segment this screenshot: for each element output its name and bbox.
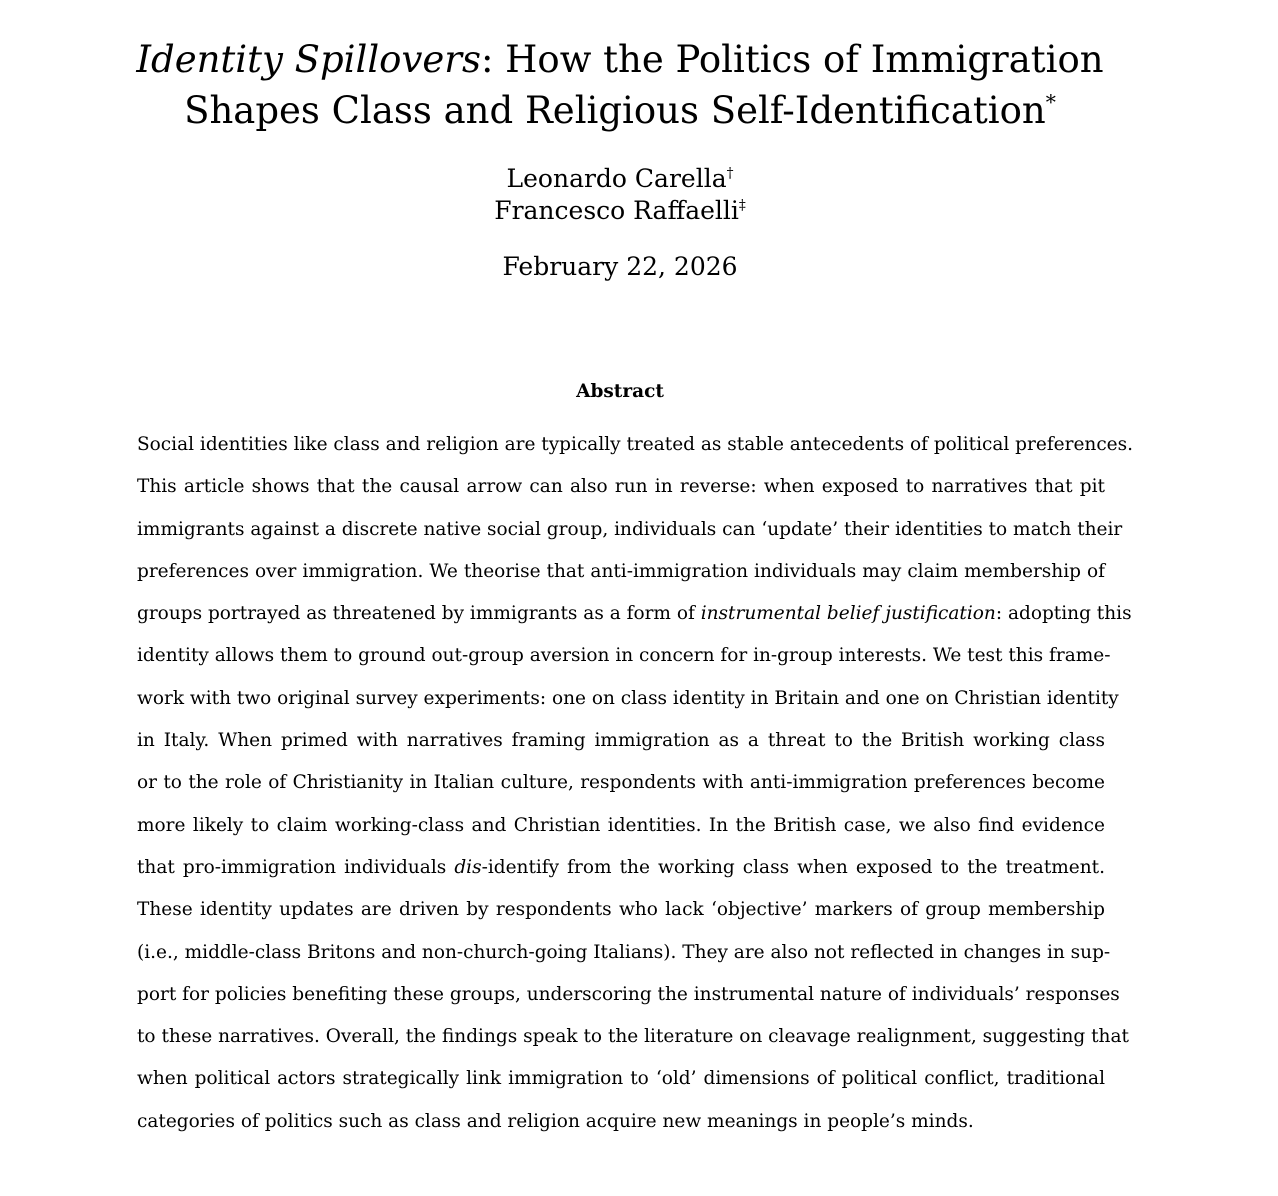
abstract-line [137, 551, 1105, 593]
abstract-line [137, 847, 1105, 889]
author-footnote-mark: † [726, 165, 734, 182]
abstract-heading: Abstract [576, 381, 664, 402]
abstract-text: preferences over immigration. We theorise that anti-immigration individuals may claim membership of [137, 560, 1105, 582]
abstract-line [137, 424, 1134, 466]
abstract-line [137, 1058, 1105, 1100]
abstract-line [137, 720, 1105, 762]
author-name: Leonardo Carella [506, 164, 727, 193]
title-line-2 [0, 85, 1240, 136]
abstract-italic-text: dis [454, 856, 482, 878]
abstract-line [137, 1016, 1129, 1058]
author-2 [0, 195, 1240, 227]
author-footnote-mark: ‡ [738, 197, 746, 214]
abstract-line [137, 678, 1119, 720]
abstract-text: in Italy. When primed with narratives framing immigration as a threat to the British working class [137, 730, 1105, 752]
title-italic-part: Identity Spillovers [136, 38, 481, 81]
abstract-italic-text: instrumental belief justification [700, 603, 996, 625]
abstract-text: port for policies benefiting these groups, underscoring the instrumental nature of individuals’ responses [137, 983, 1120, 1005]
abstract-text: Social identities like class and religion are typically treated as stable antecedents of political preferences. [137, 434, 1134, 455]
abstract-text: more likely to claim working-class and Christian identities. In the British case, we also find evidence [137, 814, 1105, 836]
abstract-line [137, 593, 1132, 635]
abstract-line [137, 509, 1123, 551]
abstract-line [137, 762, 1105, 804]
abstract-text: (i.e., middle-class Britons and non-church-going Italians). They are also not reflected in changes in sup- [137, 941, 1111, 963]
abstract-text: groups portrayed as threatened by immigrants as a form of [137, 603, 701, 625]
abstract-line [137, 635, 1111, 677]
paper-title [0, 34, 1240, 136]
abstract-text: to these narratives. Overall, the findings speak to the literature on cleavage realignment, suggesting that [137, 1026, 1129, 1048]
abstract-text: that pro-immigration individuals [137, 856, 455, 878]
abstract-text: or to the role of Christianity in Italian culture, respondents with anti-immigration preferences become [137, 772, 1105, 794]
abstract-line [137, 805, 1105, 847]
abstract-text: immigrants against a discrete native social group, individuals can ‘update’ their identities to match their [137, 518, 1123, 540]
abstract-text: This article shows that the causal arrow can also run in reverse: when exposed to narratives that pit [137, 476, 1105, 498]
abstract-line [137, 974, 1120, 1016]
paper-date: February 22, 2026 [502, 252, 738, 281]
title-line-1-rest: : How the Politics of Immigration [480, 38, 1104, 81]
author-1 [0, 163, 1240, 195]
abstract-line [137, 932, 1111, 974]
abstract-text: work with two original survey experiments: one on class identity in Britain and one on Christian identity [137, 687, 1119, 709]
abstract-text: identity allows them to ground out-group aversion in concern for in-group interests. We test this frame- [137, 645, 1111, 667]
abstract-text: categories of politics such as class and religion acquire new meanings in people’s minds. [137, 1110, 974, 1132]
abstract-text: : adopting this [995, 603, 1132, 625]
abstract-line [137, 466, 1105, 508]
author-name: Francesco Raffaelli [494, 196, 739, 225]
title-footnote-mark: * [1045, 90, 1056, 115]
author-list [0, 163, 1240, 227]
title-line-2-text: Shapes Class and Religious Self-Identification [184, 89, 1046, 132]
title-line-1 [0, 34, 1240, 85]
abstract-text: These identity updates are driven by respondents who lack ‘objective’ markers of group membership [137, 899, 1105, 921]
abstract-text: -identify from the working class when exposed to the treatment. [481, 856, 1105, 878]
abstract-text: when political actors strategically link immigration to ‘old’ dimensions of political conflict, traditional [137, 1068, 1105, 1090]
abstract-line [137, 1101, 1105, 1143]
abstract-line [137, 889, 1105, 931]
abstract-body [137, 424, 1134, 1143]
